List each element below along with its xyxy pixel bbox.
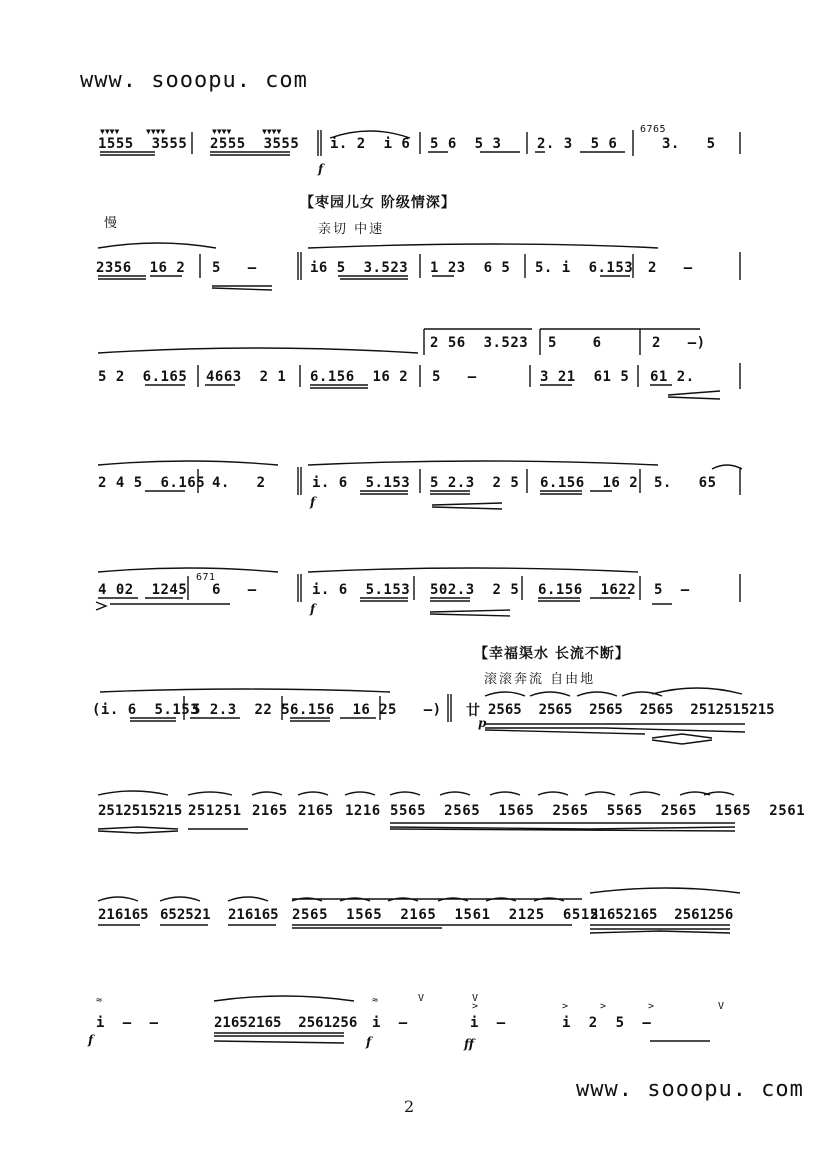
line-3-seg-2: 4663 2 1 xyxy=(206,369,287,385)
line-4-seg-6: 5. 65 xyxy=(654,475,717,491)
line-7-seg-4: 2165 xyxy=(298,803,334,819)
line-5-grace: 671 xyxy=(196,572,216,583)
line-2-seg-3: i6 5 3.523 xyxy=(310,260,409,276)
svg-text:≈: ≈ xyxy=(372,995,379,1006)
svg-text:▼▼▼▼: ▼▼▼▼ xyxy=(262,127,282,136)
staff-line-6 xyxy=(0,688,826,798)
line-6-free-mark: 廿 xyxy=(466,703,481,719)
line-4-seg-4: 5 2.3 2 5 xyxy=(430,475,520,491)
line-4-dynamic: f xyxy=(310,495,316,509)
line-5-seg-2: 6 – xyxy=(212,582,257,598)
staff-line-8 xyxy=(0,885,826,995)
line-5-seg-4: 502.3 2 5 xyxy=(430,582,520,598)
line-9-dynamic-2: f xyxy=(366,1035,372,1049)
line-6-seg-2: 5 2.3 22 5 xyxy=(192,702,291,718)
line-3-seg-4: 5 – xyxy=(432,369,477,385)
page-number: 2 xyxy=(404,1097,415,1116)
line-9-dynamic-1: f xyxy=(88,1033,94,1047)
line-2-seg-6: 2 – xyxy=(648,260,693,276)
svg-text:>: > xyxy=(562,1001,569,1012)
line-2-seg-4: 1 23 6 5 xyxy=(430,260,511,276)
line-3-upper-1: 2 56 3.523 xyxy=(430,335,529,351)
line-4-seg-5: 6.156 16 2 xyxy=(540,475,639,491)
staff-line-4 xyxy=(0,455,826,565)
svg-text:>: > xyxy=(600,1001,607,1012)
line-4-seg-1: 2 4 5 6.165 xyxy=(98,475,206,491)
line-9-seg-4: i – xyxy=(470,1015,506,1031)
line-8-seg-5: 21652165 2561256 xyxy=(590,907,734,923)
staff-line-1 xyxy=(0,120,826,230)
line-1-seg-4: 5 6 5 3 xyxy=(430,136,502,152)
watermark-bottom: www. sooopu. com xyxy=(576,1077,804,1102)
line-1-seg-3: i. 2 i 6 xyxy=(330,136,411,152)
line-1-seg-5: 2. 3 5 6 xyxy=(537,136,618,152)
line-8-seg-1: 216165 xyxy=(98,907,149,923)
line-6-seg-3: 6.156 16 2 xyxy=(290,702,389,718)
line-5-seg-6: 5 – xyxy=(654,582,690,598)
line-4-seg-3: i. 6 5.153 xyxy=(312,475,411,491)
section-2-tempo: 滚滚奔流 自由地 xyxy=(484,672,596,687)
line-9-seg-1: i – – xyxy=(96,1015,159,1031)
line-7-seg-1: 2512515215 xyxy=(98,803,183,819)
line-5-dynamic: f xyxy=(310,602,316,616)
line-3-seg-6: 61 2. xyxy=(650,369,695,385)
line-7-marks xyxy=(0,785,826,895)
line-5-seg-3: i. 6 5.153 xyxy=(312,582,411,598)
line-2-seg-5: 5. i 6.153 xyxy=(535,260,634,276)
section-1-heading: 【枣园儿女 阶级情深】 xyxy=(300,195,456,211)
svg-text:V: V xyxy=(472,993,479,1004)
watermark-top: www. sooopu. com xyxy=(80,68,308,93)
line-9-dynamic-3: ff xyxy=(464,1037,474,1051)
line-9-seg-2: 21652165 2561256 xyxy=(214,1015,358,1031)
line-7-seg-3: 2165 xyxy=(252,803,288,819)
line-2-seg-1: 2356 16 2 xyxy=(96,260,186,276)
line-7-seg-5: 1216 xyxy=(345,803,381,819)
svg-text:>: > xyxy=(472,1001,479,1012)
line-3-seg-5: 3 21 61 5 xyxy=(540,369,630,385)
line-9-seg-5: i 2 5 – xyxy=(562,1015,652,1031)
line-5-seg-1: 4 02 1245 xyxy=(98,582,188,598)
line-1-seg-6: 3. 5 xyxy=(662,136,716,152)
line-6-dynamic: p xyxy=(478,716,487,730)
line-3-seg-3: 6.156 16 2 xyxy=(310,369,409,385)
line-6-seg-1: (i. 6 5.153 xyxy=(92,702,200,718)
svg-text:▼▼▼▼: ▼▼▼▼ xyxy=(146,127,166,136)
line-1-seg-1: 1555 3555 xyxy=(98,136,188,152)
line-5-seg-5: 6.156 1622 xyxy=(538,582,637,598)
line-8-seg-4: 2565 1565 2165 1561 2125 6515 xyxy=(292,907,599,923)
line-1-grace: 6765 xyxy=(640,124,667,135)
line-6-seg-4: 5 –) xyxy=(388,702,442,718)
line-3-upper-2: 5 6 xyxy=(548,335,602,351)
line-3-seg-1: 5 2 6.165 xyxy=(98,369,188,385)
svg-text:V: V xyxy=(418,993,425,1004)
line-9-seg-3: i – xyxy=(372,1015,408,1031)
staff-line-5 xyxy=(0,560,826,670)
section-1-tempo: 亲切 中速 xyxy=(318,222,385,237)
line-7-seg-6: 5565 2565 1565 2565 5565 2565 1565 2561 xyxy=(390,803,806,819)
svg-text:V: V xyxy=(718,1001,725,1012)
line-7-seg-2: 251251 xyxy=(188,803,242,819)
line-4-seg-2: 4. 2 xyxy=(212,475,266,491)
staff-line-7 xyxy=(0,785,826,895)
line-8-seg-2: 652521 xyxy=(160,907,211,923)
svg-text:≈: ≈ xyxy=(96,995,103,1006)
staff-line-3 xyxy=(0,325,826,435)
section-2-heading: 【幸福渠水 长流不断】 xyxy=(474,646,630,662)
svg-text:▼▼▼▼: ▼▼▼▼ xyxy=(100,127,120,136)
line-8-marks xyxy=(0,885,826,995)
line-2-seg-2: 5 – xyxy=(212,260,257,276)
svg-text:>: > xyxy=(648,1001,655,1012)
section-1-slow-mark: 慢 xyxy=(104,216,120,231)
line-4-marks xyxy=(0,455,826,565)
line-1-dynamic: f xyxy=(318,162,324,176)
line-1-seg-2: 2555 3555 xyxy=(210,136,300,152)
line-3-upper-3: 2 –) xyxy=(652,335,706,351)
line-6-seg-5: 2565 2565 2565 2565 2512515215 xyxy=(488,702,775,718)
svg-text:▼▼▼▼: ▼▼▼▼ xyxy=(212,127,232,136)
line-5-marks xyxy=(0,560,826,670)
line-8-seg-3: 216165 xyxy=(228,907,279,923)
